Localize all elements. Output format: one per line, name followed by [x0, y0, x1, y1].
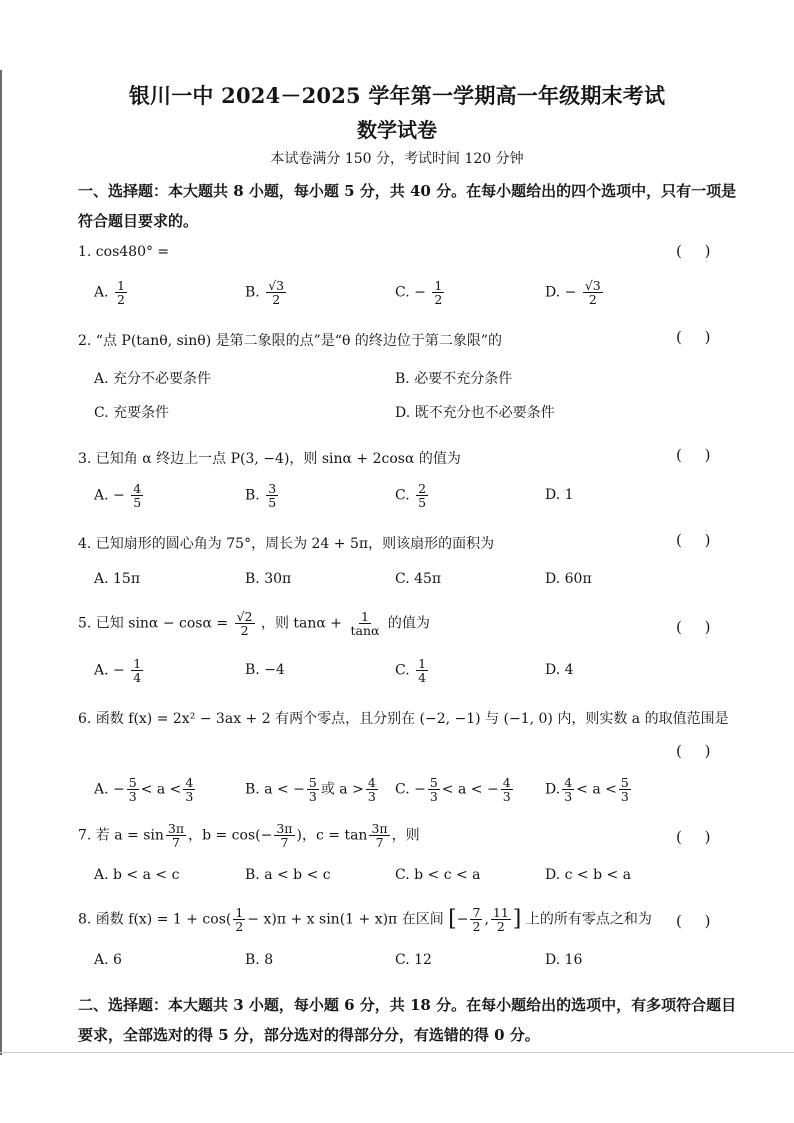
q8-stem: 8. 函数 f(x) = 1 + cos( $\frac{1}{2}$ − x)π + x sin(1 + x)π 在区间 [− $\frac{7}{2}$ , $\frac{11}{2}$ ] 上的所有零点之和为 [78, 905, 652, 935]
q3-option-b: B. $\frac{3}{5}$ [245, 481, 277, 511]
q4-option-d: D. 60π [545, 571, 592, 587]
q4-stem: 4. 已知扇形的圆心角为 75°，周长为 24 + 5π，则该扇形的面积为 [78, 536, 495, 552]
section1-heading-line2: 符合题目要求的。 [78, 212, 199, 230]
q6-option-c: C. − $\frac{5}{3}$ < a < − $\frac{4}{3}$ [395, 775, 511, 805]
section1-heading-line1: 一、选择题：本大题共 8 小题，每小题 5 分，共 40 分。在每小题给出的四个选项中，只有一项是 [78, 182, 737, 200]
q6-stem: 6. 函数 f(x) = 2x² − 3ax + 2 有两个零点，且分别在 (−2, −1) 与 (−1, 0) 内，则实数 a 的取值范围是 [78, 711, 729, 727]
q1-option-c: C. − $\frac{1}{2}$ [395, 278, 443, 308]
page-bottom-line [0, 1052, 794, 1053]
q5-option-c: C. $\frac{1}{4}$ [395, 656, 427, 686]
q1-stem: 1. cos480° = [78, 244, 170, 260]
q2-option-d: D. 既不充分也不必要条件 [395, 405, 555, 421]
q6-answer-paren: ( ) [676, 742, 711, 760]
q7-option-a: A. b < a < c [94, 867, 180, 883]
q3-option-d: D. 1 [545, 487, 574, 503]
q5-answer-paren: ( ) [676, 618, 711, 636]
section2-heading-line2: 要求，全部选对的得 5 分，部分选对的得部分分，有选错的得 0 分。 [78, 1026, 540, 1044]
q2-option-a: A. 充分不必要条件 [94, 371, 212, 387]
exam-title: 银川一中 2024－2025 学年第一学期高一年级期末考试 [128, 83, 666, 108]
q5-stem: 5. 已知 sinα − cosα = $\frac{√2}{2}$ ，则 tanα + $\frac{1}{\tan\alpha}$ 的值为 [78, 609, 430, 639]
q8-option-a: A. 6 [94, 952, 122, 968]
q8-answer-paren: ( ) [676, 912, 711, 930]
q1-answer-paren: ( ) [676, 242, 711, 260]
q7-option-d: D. c < b < a [545, 867, 632, 883]
q4-option-b: B. 30π [245, 571, 292, 587]
q5-option-d: D. 4 [545, 662, 574, 678]
q1-option-a: A. $\frac{1}{2}$ [94, 278, 125, 308]
q4-option-a: A. 15π [94, 571, 141, 587]
page-edge-line [0, 70, 2, 1055]
q6-option-b: B. a < − $\frac{5}{3}$ 或 a > $\frac{4}{3}$ [245, 775, 376, 805]
q7-option-b: B. a < b < c [245, 867, 331, 883]
q3-option-a: A. − $\frac{4}{5}$ [94, 481, 142, 511]
q5-option-b: B. −4 [245, 662, 285, 678]
q8-option-b: B. 8 [245, 952, 274, 968]
q2-option-c: C. 充要条件 [94, 405, 170, 421]
q8-option-c: C. 12 [395, 952, 432, 968]
q7-option-c: C. b < c < a [395, 867, 481, 883]
q4-option-c: C. 45π [395, 571, 442, 587]
section2-heading-line1: 二、选择题：本大题共 3 小题，每小题 6 分，共 18 分。在每小题给出的选项中，有多项符合题目 [78, 996, 737, 1014]
q6-option-d: D. $\frac{4}{3}$ < a < $\frac{5}{3}$ [545, 775, 629, 805]
q5-option-a: A. − $\frac{1}{4}$ [94, 656, 142, 686]
q3-answer-paren: ( ) [676, 446, 711, 464]
q1-option-d: D. − $\frac{√3}{2}$ [545, 278, 601, 308]
q3-option-c: C. $\frac{2}{5}$ [395, 481, 427, 511]
q2-stem: 2. “点 P(tanθ, sinθ) 是第二象限的点”是“θ 的终边位于第二象限”的 [78, 333, 502, 349]
q7-stem: 7. 若 a = sin $\frac{3\pi}{7}$ ，b = cos(− $\frac{3\pi}{7}$ )，c = tan $\frac{3\pi}{7}$ ，则 [78, 821, 420, 851]
q2-answer-paren: ( ) [676, 328, 711, 346]
q2-option-b: B. 必要不充分条件 [395, 371, 513, 387]
exam-subtitle: 数学试卷 [357, 118, 437, 142]
q8-option-d: D. 16 [545, 952, 583, 968]
exam-note: 本试卷满分 150 分，考试时间 120 分钟 [270, 151, 524, 167]
q7-answer-paren: ( ) [676, 828, 711, 846]
q6-option-a: A. − $\frac{5}{3}$ < a < $\frac{4}{3}$ [94, 775, 194, 805]
q3-stem: 3. 已知角 α 终边上一点 P(3, −4)，则 sinα + 2cosα 的值为 [78, 451, 461, 467]
q4-answer-paren: ( ) [676, 531, 711, 549]
q1-option-b: B. $\frac{√3}{2}$ [245, 278, 285, 308]
